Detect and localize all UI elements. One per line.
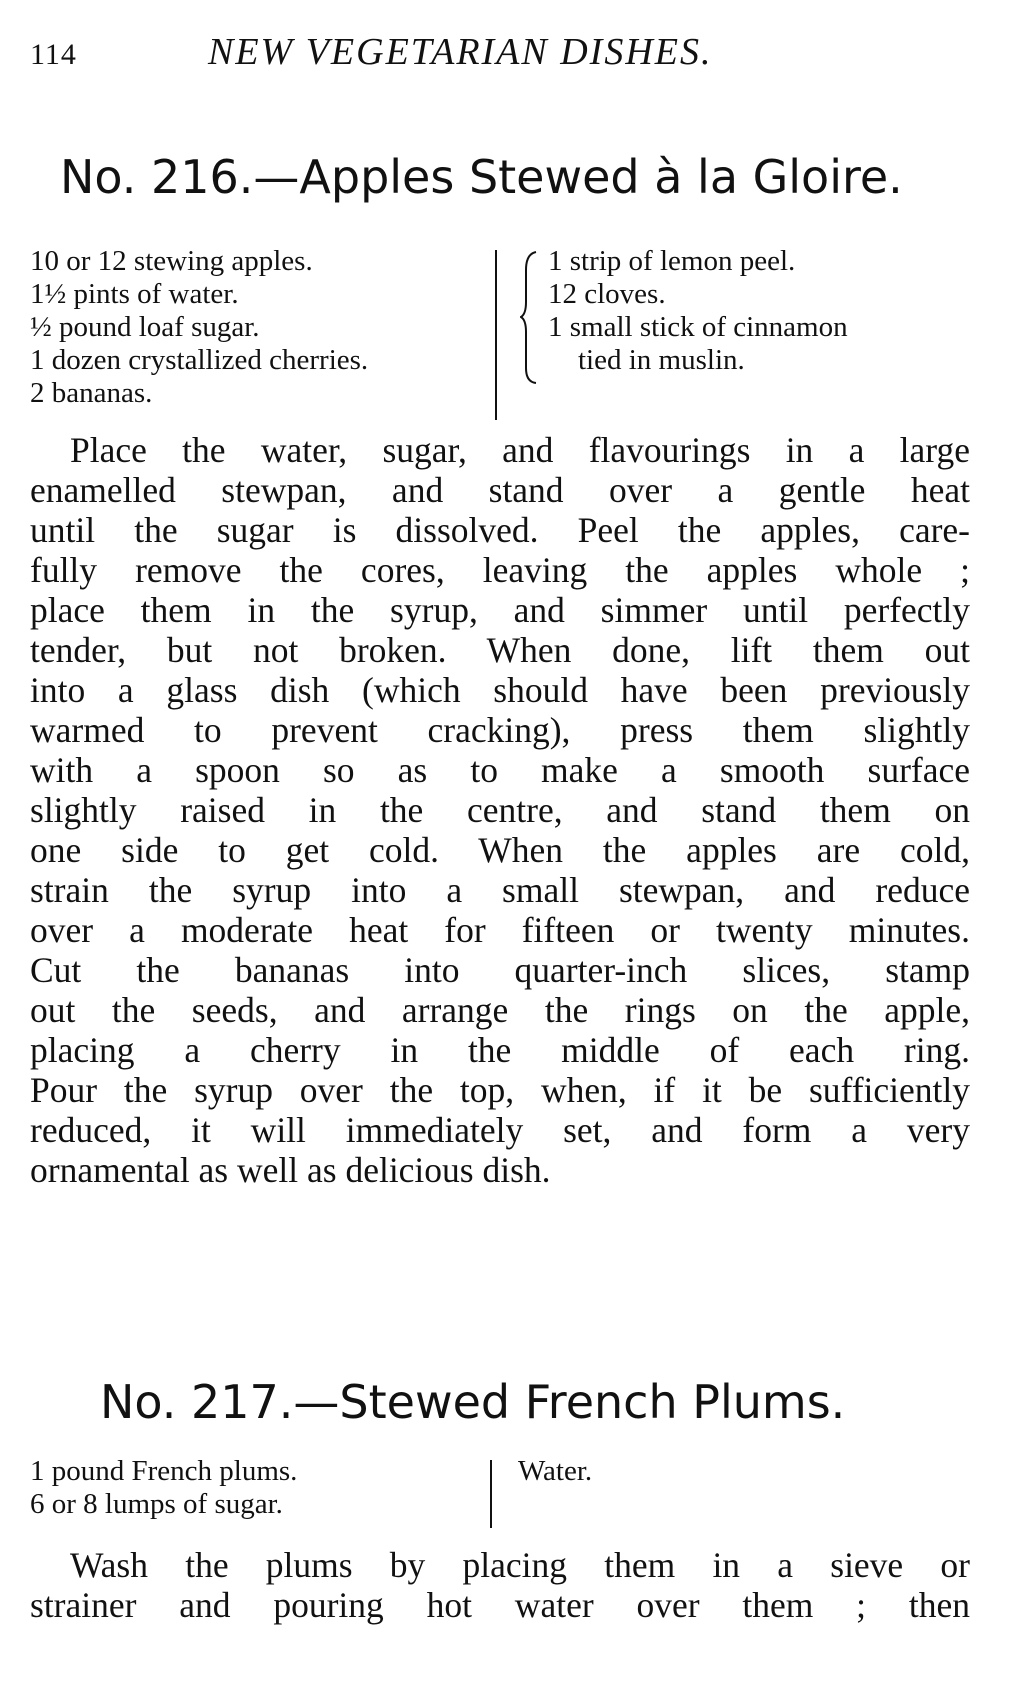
ingredients-divider	[490, 1460, 492, 1528]
ingredient: ½ pound loaf sugar.	[30, 311, 260, 343]
method-line: enamelled stewpan, and stand over a gentle heat	[30, 470, 970, 510]
method-line: Place the water, sugar, and flavourings in a large	[70, 430, 970, 470]
method-line: slightly raised in the centre, and stand them on	[30, 790, 970, 830]
method-line: Wash the plums by placing them in a sieve or	[70, 1545, 970, 1585]
method-line: one side to get cold. When the apples are cold,	[30, 830, 970, 870]
ingredient: tied in muslin.	[578, 344, 745, 376]
ingredient: 6 or 8 lumps of sugar.	[30, 1488, 283, 1520]
recipe-217-method	[30, 1545, 970, 1625]
ingredients-divider	[495, 250, 497, 420]
method-line: Cut the bananas into quarter-inch slices, stamp	[30, 950, 970, 990]
method-line: tender, but not broken. When done, lift them out	[30, 630, 970, 670]
ingredient: 1 small stick of cinnamon	[548, 311, 848, 343]
recipe-217-ingredients-right	[518, 1455, 592, 1488]
ingredient: 12 cloves.	[548, 278, 666, 310]
recipe-217-ingredients-left	[30, 1455, 297, 1521]
method-line: into a glass dish (which should have been previously	[30, 670, 970, 710]
page-number: 114	[30, 38, 77, 71]
method-line: Pour the syrup over the top, when, if it be sufficiently	[30, 1070, 970, 1110]
running-title: NEW VEGETARIAN DISHES.	[208, 31, 713, 73]
ingredient: 1 dozen crystallized cherries.	[30, 344, 369, 376]
method-line: place them in the syrup, and simmer until perfectly	[30, 590, 970, 630]
recipe-217-title: No. 217.—Stewed French Plums.	[100, 1375, 846, 1429]
method-line: ornamental as well as delicious dish.	[30, 1150, 551, 1190]
ingredient: 2 bananas.	[30, 377, 153, 409]
method-line: with a spoon so as to make a smooth surface	[30, 750, 970, 790]
running-head	[0, 30, 1019, 80]
method-line: reduced, it will immediately set, and form a very	[30, 1110, 970, 1150]
method-line: placing a cherry in the middle of each ring.	[30, 1030, 970, 1070]
recipe-216-ingredients-right	[548, 245, 848, 377]
method-line: warmed to prevent cracking), press them slightly	[30, 710, 970, 750]
method-line: until the sugar is dissolved. Peel the apples, care-	[30, 510, 970, 550]
method-line: over a moderate heat for fifteen or twenty minutes.	[30, 910, 970, 950]
recipe-216-ingredients-left	[30, 245, 368, 410]
ingredient: 10 or 12 stewing apples.	[30, 245, 313, 277]
method-line: strainer and pouring hot water over them ; then	[30, 1585, 970, 1625]
recipe-216-method	[30, 430, 970, 1190]
method-line: out the seeds, and arrange the rings on the apple,	[30, 990, 970, 1030]
ingredient: 1½ pints of water.	[30, 278, 239, 310]
ingredient: Water.	[518, 1455, 593, 1487]
curly-brace-icon	[520, 250, 538, 385]
ingredient: 1 strip of lemon peel.	[548, 245, 796, 277]
ingredient: 1 pound French plums.	[30, 1455, 298, 1487]
method-line: strain the syrup into a small stewpan, and reduce	[30, 870, 970, 910]
method-line: fully remove the cores, leaving the apples whole ;	[30, 550, 970, 590]
recipe-216-title: No. 216.—Apples Stewed à la Gloire.	[60, 150, 903, 204]
